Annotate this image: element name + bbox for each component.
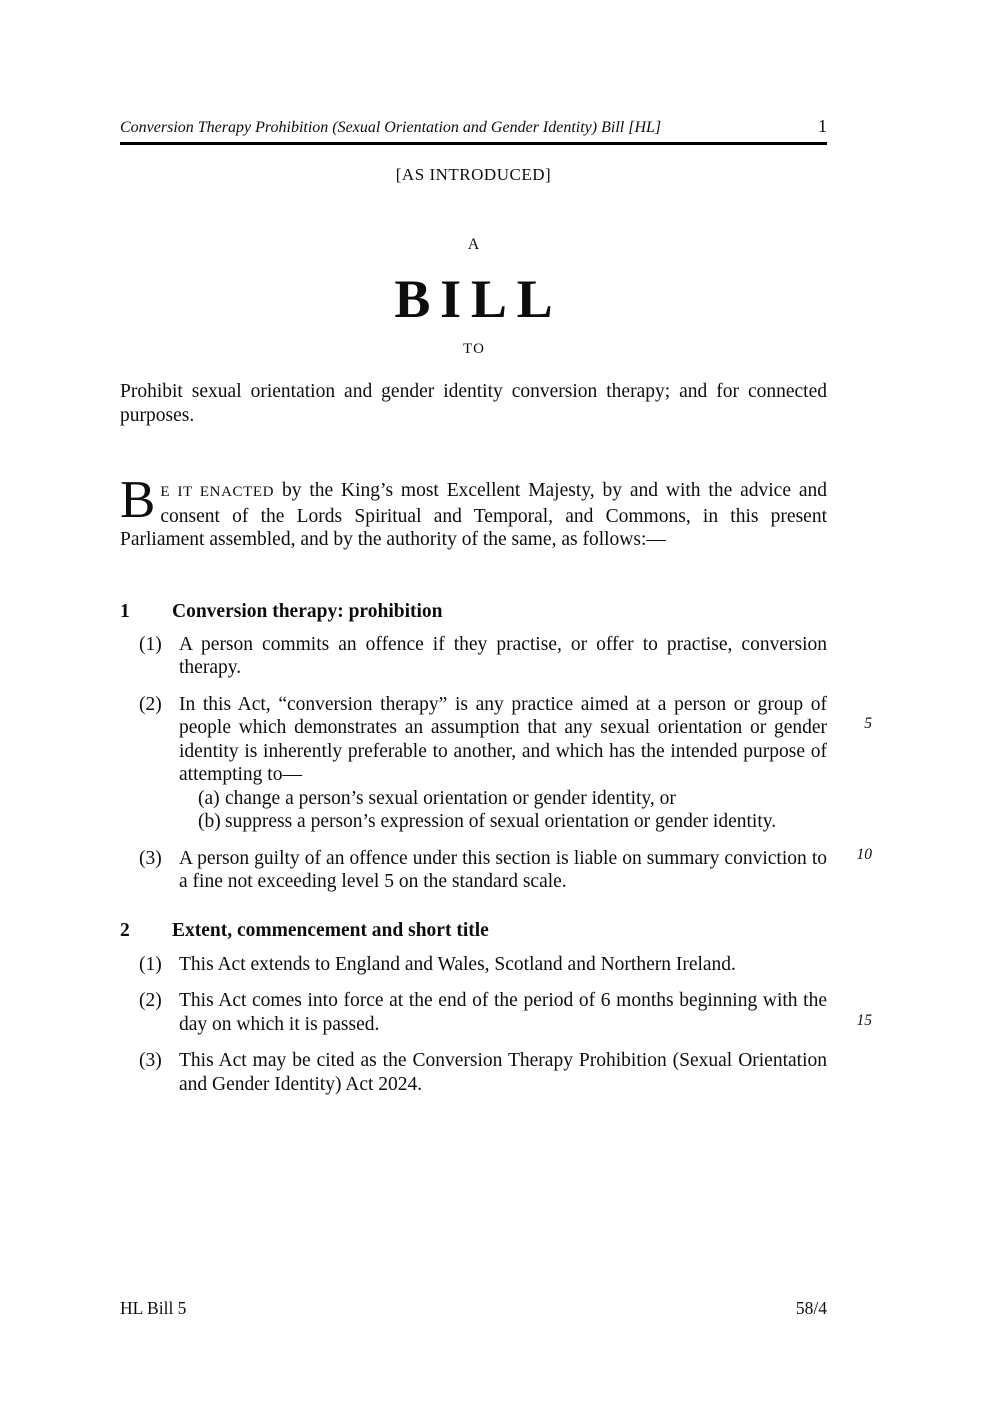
subsection-2-1-text: This Act extends to England and Wales, Scotland and Northern Ireland. xyxy=(179,953,736,975)
subsection-1-2-body xyxy=(179,693,827,834)
page-content xyxy=(120,0,827,1096)
subsection-1-1-label: (1) xyxy=(139,633,162,655)
subsection-2-3 xyxy=(120,1049,827,1096)
section-2-heading xyxy=(120,919,827,943)
section-1-number: 1 xyxy=(120,600,130,622)
subsection-2-2 xyxy=(120,989,827,1036)
subsection-1-3-label: (3) xyxy=(139,847,162,869)
subsection-2-2-text: This Act comes into force at the end of the period of 6 months beginning with the day on which it is passed. xyxy=(179,990,827,1035)
subsection-2-1 xyxy=(120,953,827,977)
introduced-marker: [AS INTRODUCED] xyxy=(395,165,552,184)
subsection-1-2-text: In this Act, “conversion therapy” is any practice aimed at a person or group of people which demonstrates an assumption that any sexual orientation or gender identity is inherently preferable to another, and which has the intended purpose of attempting to— xyxy=(179,693,827,785)
subsection-1-1 xyxy=(120,633,827,680)
masthead-to: TO xyxy=(463,341,486,357)
running-header xyxy=(120,117,827,145)
enacting-body: by the King’s most Excellent Majesty, by and with the advice and consent of the Lords Spiritual and Temporal, and Commons, in this present Parliament assembled, and by the authority of the same, as follows:— xyxy=(120,480,828,550)
footer-session-number: 58/4 xyxy=(795,1298,827,1318)
subsection-1-3-text: A person guilty of an offence under this section is liable on summary conviction to a fine not exceeding level 5 on the standard scale. xyxy=(179,847,827,892)
paragraph-1-2-b-text: suppress a person’s expression of sexual orientation or gender identity. xyxy=(225,811,777,832)
subsection-2-1-label: (1) xyxy=(139,953,162,975)
paragraph-1-2-a xyxy=(179,787,827,811)
enacting-clause xyxy=(120,471,828,552)
subsection-1-3 xyxy=(120,847,827,894)
subsection-2-3-text: This Act may be cited as the Conversion Therapy Prohibition (Sexual Orientation and Gender Identity) Act 2024. xyxy=(179,1050,827,1095)
subsection-2-2-label: (2) xyxy=(139,990,162,1011)
subsection-1-1-text: A person commits an offence if they practise, or offer to practise, conversion therapy. xyxy=(179,633,827,678)
page-number: 1 xyxy=(818,116,827,136)
subsection-1-2 xyxy=(120,693,827,834)
footer-bill-number: HL Bill 5 xyxy=(120,1298,187,1318)
subsection-2-3-body xyxy=(179,1049,827,1096)
margin-line-number-15: 15 xyxy=(856,1012,872,1029)
section-1-title: Conversion therapy: prohibition xyxy=(172,600,443,622)
page-footer xyxy=(120,1298,827,1318)
paragraph-1-2-a-label: (a) xyxy=(198,787,220,809)
paragraph-1-2-b-label: (b) xyxy=(198,811,221,832)
long-title: Prohibit sexual orientation and gender identity conversion therapy; and for connected purposes. xyxy=(120,381,827,426)
enacting-smallcaps: E IT ENACTED xyxy=(160,484,275,500)
margin-line-number-5: 5 xyxy=(864,715,872,732)
subsection-2-2-body xyxy=(179,989,827,1036)
running-header-title: Conversion Therapy Prohibition (Sexual Orientation and Gender Identity) Bill [HL] xyxy=(120,119,662,136)
section-2-number: 2 xyxy=(120,919,130,941)
margin-line-number-10: 10 xyxy=(856,846,872,863)
paragraph-1-2-a-text: change a person’s sexual orientation or gender identity, or xyxy=(225,787,676,809)
subsection-1-1-body xyxy=(179,633,827,680)
subsection-1-3-body xyxy=(179,847,827,894)
subsection-1-2-label: (2) xyxy=(139,693,162,715)
enacting-dropcap: B xyxy=(120,471,156,529)
masthead-bill-title: BILL xyxy=(394,269,563,329)
subsection-2-3-label: (3) xyxy=(139,1050,162,1071)
masthead-article: A xyxy=(467,236,480,253)
paragraph-1-2-b xyxy=(179,810,827,834)
subsection-2-1-body xyxy=(179,953,827,977)
section-1-heading xyxy=(120,600,827,624)
section-2-title: Extent, commencement and short title xyxy=(172,919,489,941)
